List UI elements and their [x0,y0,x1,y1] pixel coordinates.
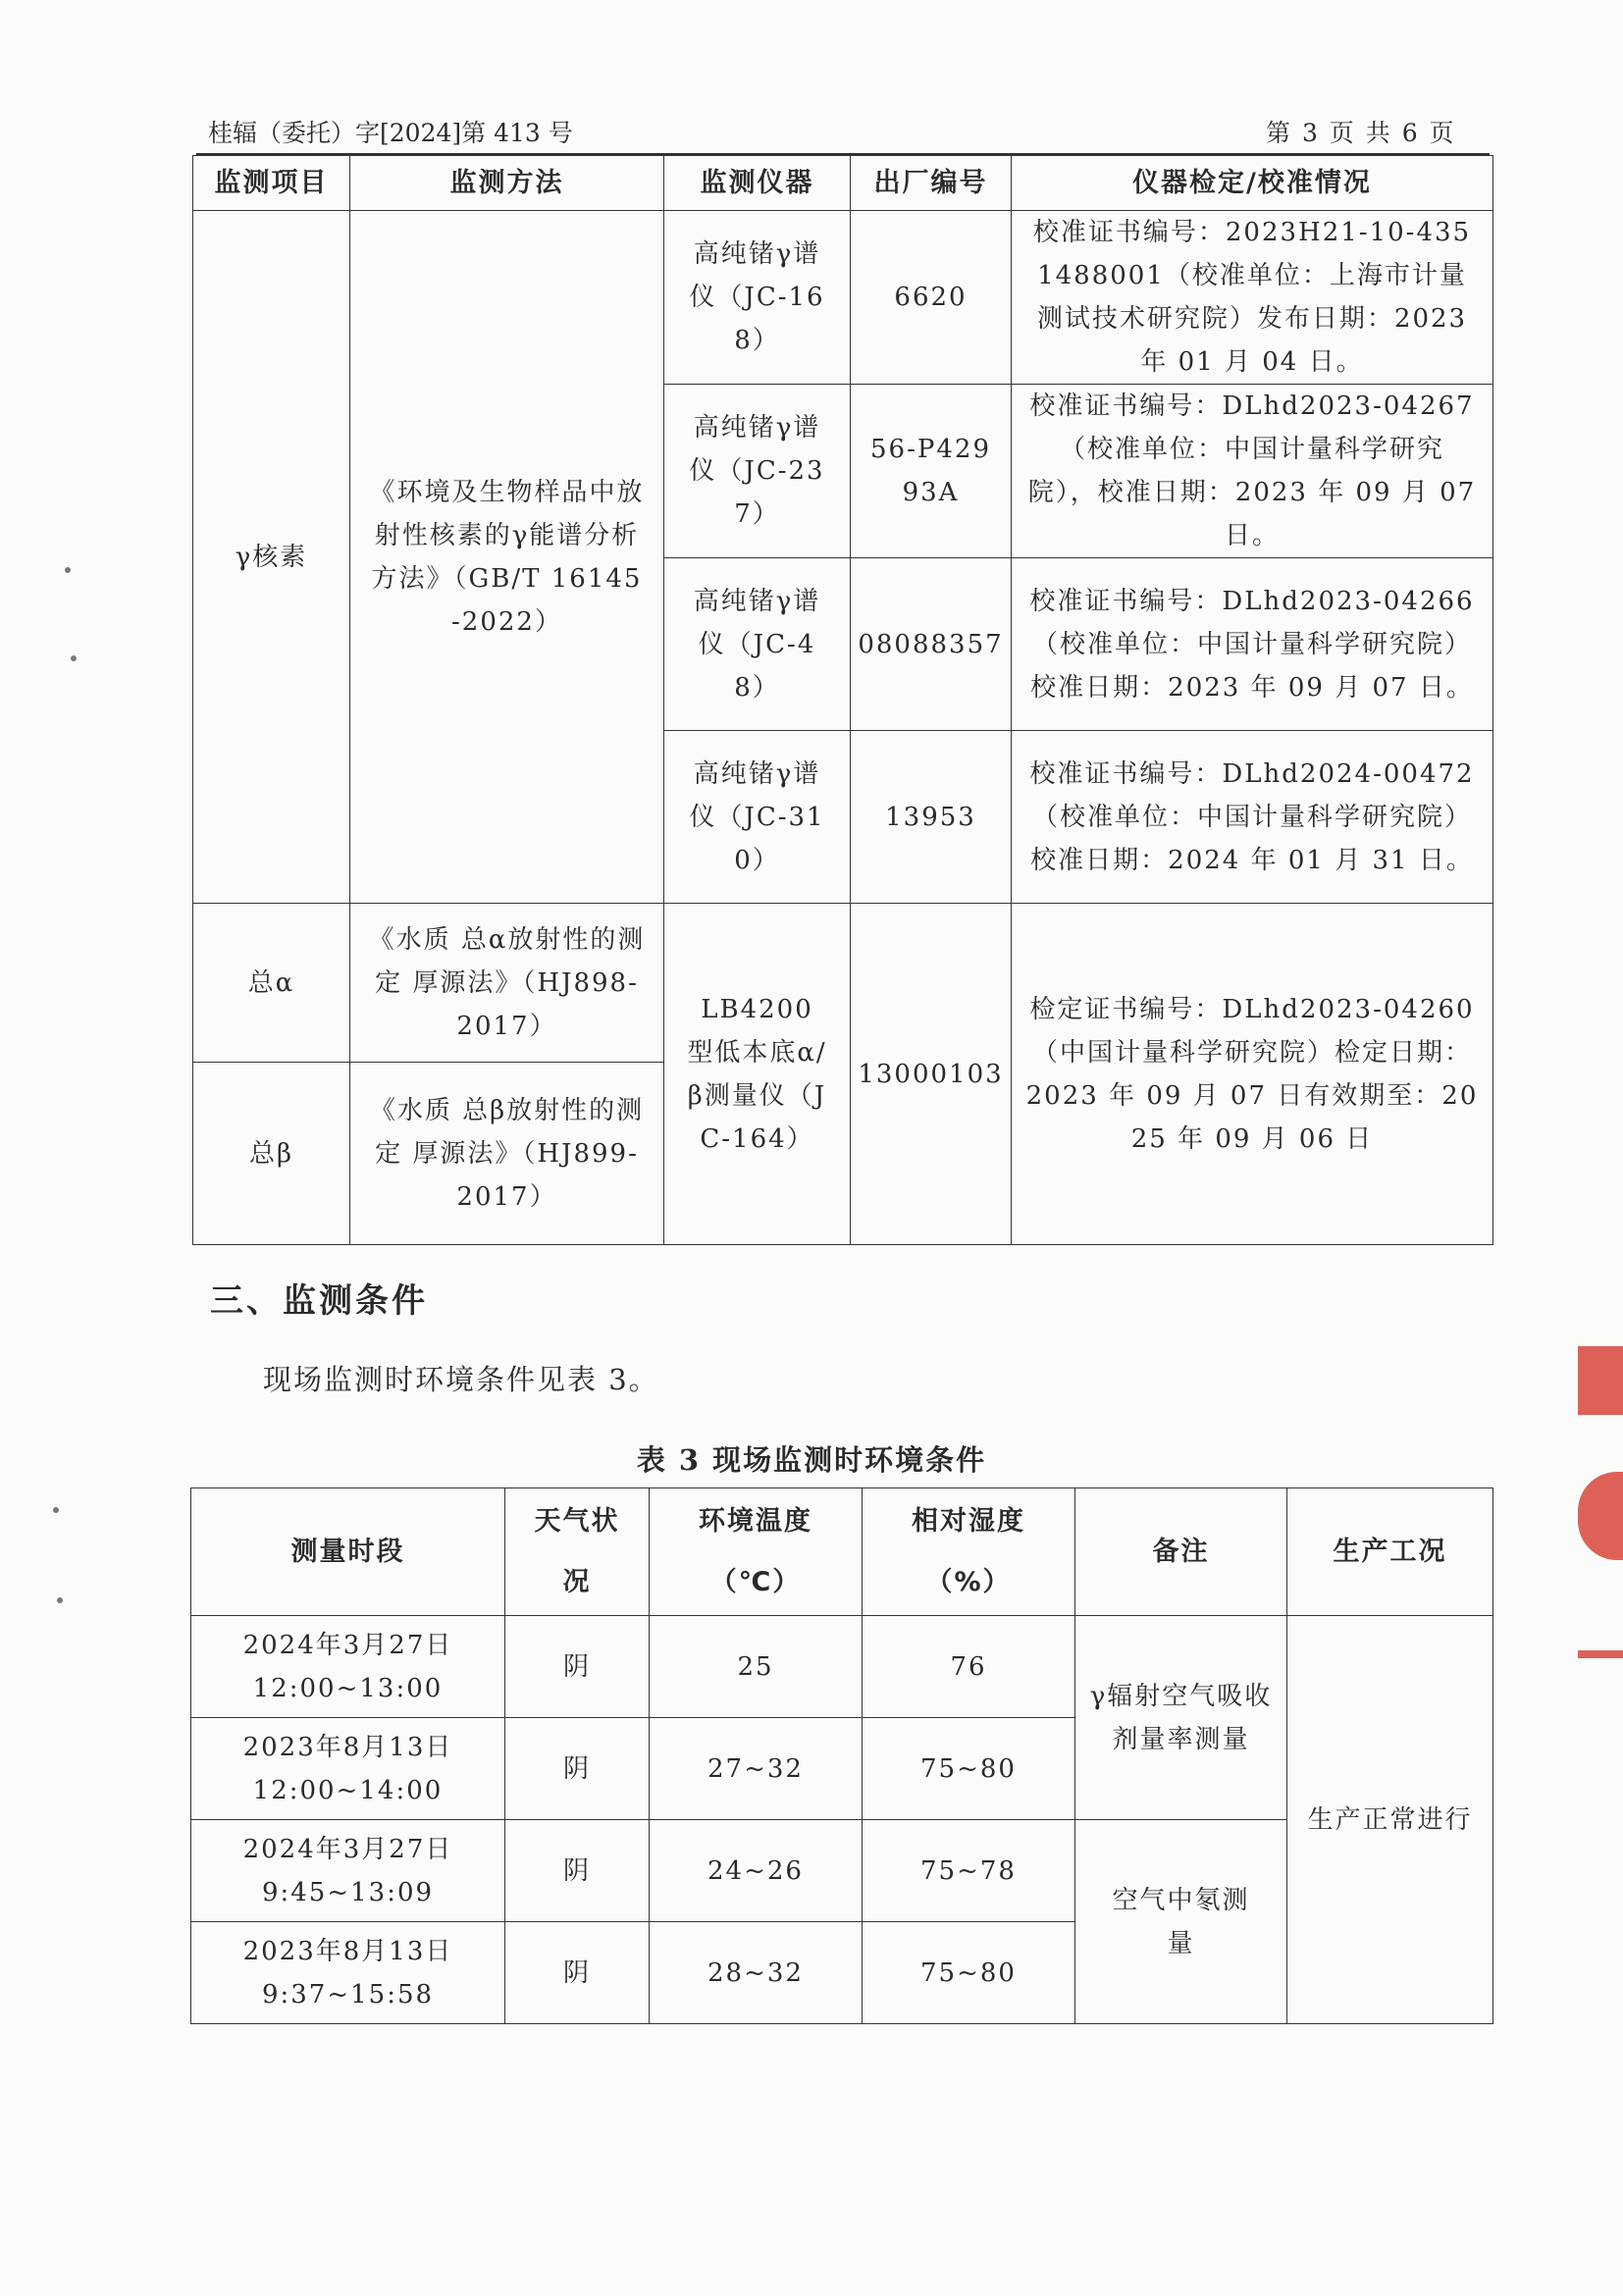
scan-speck [57,1597,63,1603]
gamma-item-cell: γ核素 [193,211,350,904]
table-caption: 表 3 现场监测时环境条件 [636,1443,987,1477]
instrument-cell: 高纯锗γ谱仪（JC-310） [664,731,851,904]
serial-cell: 6620 [851,211,1012,385]
table-row [193,904,1493,1063]
period-cell: 2023年8月13日 12:00~14:00 [191,1718,505,1820]
header-method: 监测方法 [350,156,664,211]
header-period: 测量时段 [191,1488,505,1616]
remark-radon-cell: 空气中氡测量 [1075,1820,1287,2024]
header-humidity: 相对湿度（%） [863,1488,1075,1616]
header-production: 生产工况 [1287,1488,1493,1616]
instrument-cell: 高纯锗γ谱仪（JC-48） [664,558,851,731]
page-indicator: 第 3 页 共 6 页 [1266,119,1456,147]
ab-calibration-cell: 检定证书编号：DLhd2023-04260（中国计量科学研究院）检定日期：2023 年 09 月 07 日有效期至：2025 年 09 月 06 日 [1012,904,1493,1245]
header-instrument: 监测仪器 [664,156,851,211]
temperature-cell: 27~32 [650,1718,863,1820]
header-calibration: 仪器检定/校准情况 [1012,156,1493,211]
weather-cell: 阴 [505,1922,650,2024]
scan-speck [71,655,77,661]
serial-cell: 08088357 [851,558,1012,731]
conditions-table [190,1487,1493,2024]
seal-stamp-fragment [1578,1650,1623,1658]
scan-speck [53,1507,59,1513]
header-item: 监测项目 [193,156,350,211]
production-status-cell: 生产正常进行 [1287,1616,1493,2024]
instrument-cell: 高纯锗γ谱仪（JC-237） [664,385,851,558]
header-weather: 天气状况 [505,1488,650,1616]
instrument-cell: 高纯锗γ谱仪（JC-168） [664,211,851,385]
temperature-cell: 28~32 [650,1922,863,2024]
humidity-cell: 76 [863,1616,1075,1718]
table-row [191,1616,1493,1718]
scan-speck [65,567,71,573]
calibration-cell: 校准证书编号：2023H21-10-4351488001（校准单位：上海市计量测试技术研究院）发布日期：2023 年 01 月 04 日。 [1012,211,1493,385]
temperature-cell: 25 [650,1616,863,1718]
calibration-cell: 校准证书编号：DLhd2023-04266（校准单位：中国计量科学研究院）校准日期：2023 年 09 月 07 日。 [1012,558,1493,731]
header-serial: 出厂编号 [851,156,1012,211]
alpha-item-cell: 总α [193,904,350,1063]
seal-stamp-fragment [1578,1472,1623,1560]
period-cell: 2024年3月27日 12:00~13:00 [191,1616,505,1718]
humidity-cell: 75~80 [863,1922,1075,2024]
table-row [193,211,1493,385]
weather-cell: 阴 [505,1820,650,1922]
period-cell: 2023年8月13日 9:37~15:58 [191,1922,505,2024]
weather-cell: 阴 [505,1616,650,1718]
ab-serial-cell: 13000103 [851,904,1012,1245]
temperature-cell: 24~26 [650,1820,863,1922]
header-temperature: 环境温度（℃） [650,1488,863,1616]
weather-cell: 阴 [505,1718,650,1820]
period-cell: 2024年3月27日 9:45~13:09 [191,1820,505,1922]
calibration-cell: 校准证书编号：DLhd2024-00472（校准单位：中国计量科学研究院）校准日期：2024 年 01 月 31 日。 [1012,731,1493,904]
table-header-row [191,1488,1493,1616]
seal-stamp-fragment [1578,1346,1623,1415]
body-paragraph: 现场监测时环境条件见表 3。 [263,1363,659,1396]
calibration-cell: 校准证书编号：DLhd2023-04267（校准单位：中国计量科学研究院），校准日期：2023 年 09 月 07 日。 [1012,385,1493,558]
table-header-row [193,156,1493,211]
humidity-cell: 75~78 [863,1820,1075,1922]
serial-cell: 56-P42993A [851,385,1012,558]
alpha-method-cell: 《水质 总α放射性的测定 厚源法》（HJ898-2017） [350,904,664,1063]
gamma-method-cell: 《环境及生物样品中放射性核素的γ能谱分析方法》（GB/T 16145-2022） [350,211,664,904]
ab-instrument-cell: LB4200 型低本底α/β测量仪（JC-164） [664,904,851,1245]
beta-item-cell: 总β [193,1063,350,1245]
instrument-table [192,155,1493,1245]
header-remark: 备注 [1075,1488,1287,1616]
remark-gamma-cell: γ辐射空气吸收剂量率测量 [1075,1616,1287,1820]
section-title: 三、监测条件 [210,1281,428,1321]
document-number: 桂辐（委托）字[2024]第 413 号 [208,119,573,147]
serial-cell: 13953 [851,731,1012,904]
humidity-cell: 75~80 [863,1718,1075,1820]
beta-method-cell: 《水质 总β放射性的测定 厚源法》（HJ899-2017） [350,1063,664,1245]
